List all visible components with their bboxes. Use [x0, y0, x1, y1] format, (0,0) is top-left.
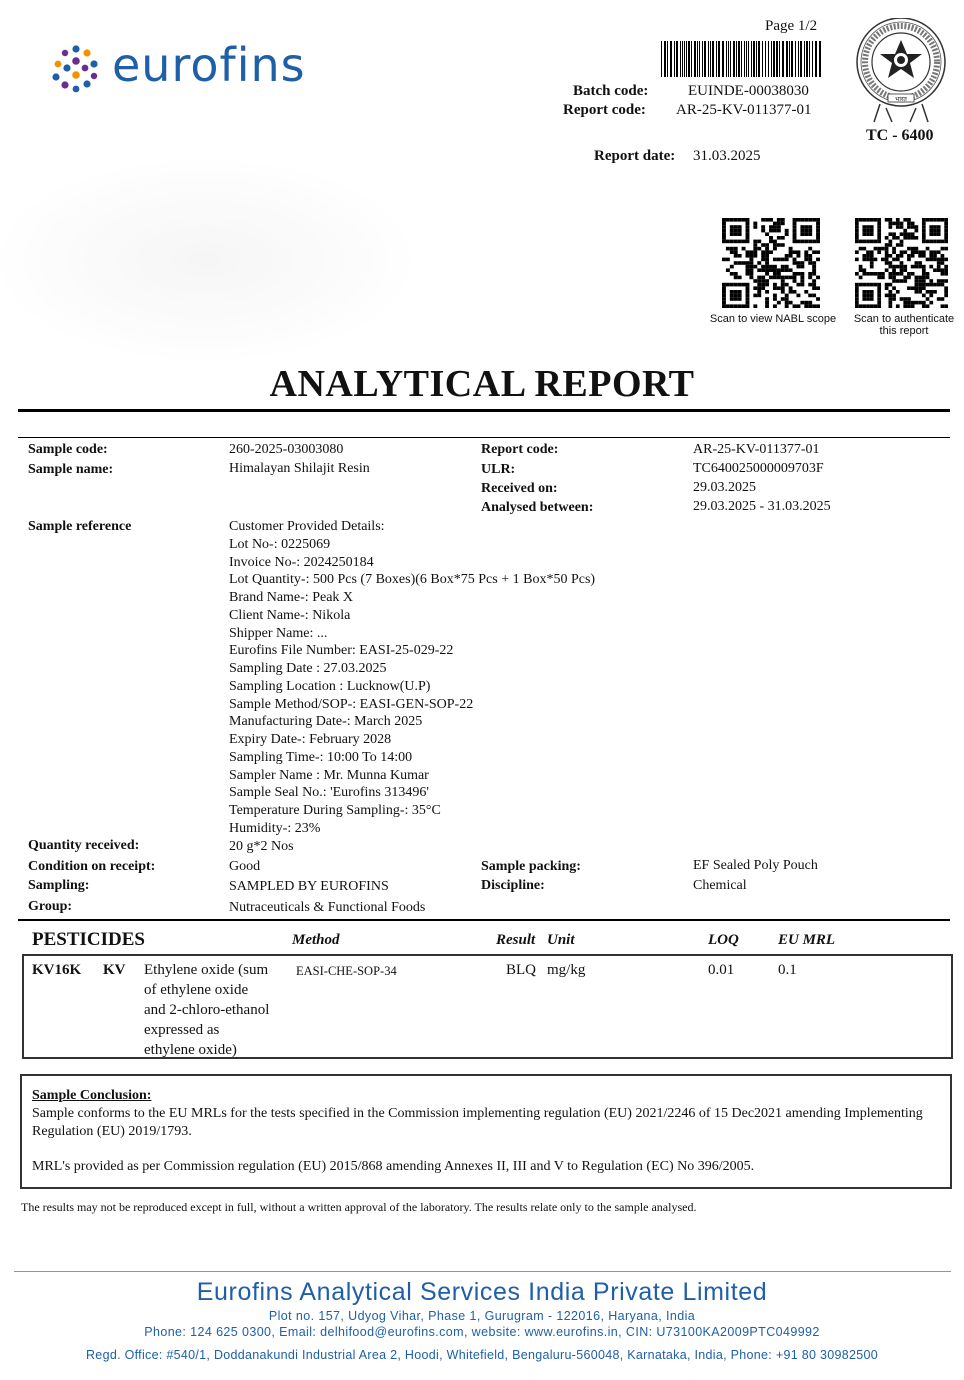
sample-code-label: Sample code:	[28, 442, 108, 457]
footer-registered-office: Regd. Office: #540/1, Doddanakundi Industrial Area 2, Hoodi, Whitefield, Bengaluru-560048, Karnataka, India, Phone: +91 80 30982500	[85, 1348, 879, 1362]
barcode	[661, 41, 823, 77]
authenticate-qr-code[interactable]	[855, 218, 948, 308]
reference-line: Temperature During Sampling-: 35°C	[229, 803, 441, 818]
tc-number: TC - 6400	[866, 127, 934, 144]
unit-value: mg/kg	[547, 962, 586, 978]
report-code-label: Report code:	[563, 102, 646, 118]
footer-address: Plot no. 157, Udyog Vihar, Phase 1, Gurugram - 122016, Haryana, India	[268, 1309, 696, 1323]
reference-line: Client Name-: Nikola	[229, 607, 351, 623]
sample-code-value: 260-2025-03003080	[229, 442, 344, 457]
condition-label: Condition on receipt:	[28, 859, 156, 874]
analysed-value: 29.03.2025 - 31.03.2025	[693, 499, 831, 514]
report-date-value: 31.03.2025	[693, 148, 761, 164]
sample-name-label: Sample name:	[28, 462, 114, 477]
reference-line: Brand Name-: Peak X	[229, 590, 354, 605]
info-report-code-value: AR-25-KV-011377-01	[693, 442, 820, 457]
reference-line: Sampling Time-: 10:00 To 14:00	[229, 749, 413, 765]
conclusion-heading: Sample Conclusion:	[32, 1088, 152, 1103]
ulr-label: ULR:	[481, 462, 516, 477]
info-top-divider	[18, 437, 950, 438]
nabl-seal-icon	[852, 18, 950, 124]
footer-contact: Phone: 124 625 0300, Email: delhifood@eurofins.com, website: www.eurofins.in, CIN: U73100KA2009PTC049992	[144, 1325, 820, 1339]
pesticides-heading: PESTICIDES	[32, 929, 145, 950]
analysed-label: Analysed between:	[481, 500, 594, 515]
qr2-caption-line2: this report	[879, 325, 929, 337]
method-value: EASI-CHE-SOP-34	[296, 964, 397, 978]
info-report-code-label: Report code:	[481, 442, 559, 457]
test-code: KV16K	[32, 962, 82, 978]
footer-divider	[14, 1271, 951, 1272]
quantity-received-label: Quantity received:	[28, 838, 140, 853]
sample-name-value: Himalayan Shilajit Resin	[229, 461, 370, 476]
parameter-line: and 2-chloro-ethanol	[144, 1002, 270, 1018]
discipline-value: Chemical	[693, 878, 747, 893]
redacted-area	[0, 160, 410, 360]
report-date-label: Report date:	[594, 148, 676, 164]
reference-line: Humidity-: 23%	[229, 820, 321, 836]
parameter-line: of ethylene oxide	[144, 982, 249, 998]
received-label: Received on:	[481, 481, 558, 496]
sampling-value: SAMPLED BY EUROFINS	[229, 879, 389, 894]
sample-reference-label: Sample reference	[28, 519, 132, 534]
received-value: 29.03.2025	[693, 480, 756, 495]
conclusion-paragraph-2: MRL's provided as per Commission regulation (EU) 2015/868 amending Annexes II, III and V to Regulation (EC) No 396/2005.	[32, 1159, 755, 1174]
title-divider	[18, 409, 950, 412]
eurofins-logo-icon	[50, 44, 102, 94]
reference-line: Lot No-: 0225069	[229, 536, 331, 552]
reference-line: Sample Method/SOP-: EASI-GEN-SOP-22	[229, 696, 474, 712]
reference-line: Sampler Name : Mr. Munna Kumar	[229, 767, 429, 783]
unit-header: Unit	[547, 932, 575, 948]
quantity-received-value: 20 g*2 Nos	[229, 839, 294, 854]
sample-packing-value: EF Sealed Poly Pouch	[693, 858, 818, 873]
footer-company-name: Eurofins Analytical Services India Private Limited	[196, 1278, 768, 1306]
result-header: Result	[496, 932, 536, 948]
reference-line: Sampling Location : Lucknow(U.P)	[229, 678, 431, 694]
parameter-line: Ethylene oxide (sum	[144, 962, 269, 978]
reference-line: Invoice No-: 2024250184	[229, 554, 374, 570]
parameter-name	[144, 960, 269, 1060]
report-title: ANALYTICAL REPORT	[269, 363, 695, 405]
eu-mrl-value: 0.1	[778, 962, 797, 978]
group-value: Nutraceuticals & Functional Foods	[229, 900, 426, 915]
method-header: Method	[292, 932, 340, 948]
nabl-scope-qr-code[interactable]	[722, 218, 820, 308]
reference-line: Lot Quantity-: 500 Pcs (7 Boxes)(6 Box*75 Pcs + 1 Box*50 Pcs)	[229, 572, 596, 588]
discipline-label: Discipline:	[481, 878, 545, 893]
parameter-line: expressed as	[144, 1022, 220, 1038]
reference-line: Customer Provided Details:	[229, 519, 385, 534]
eurofins-wordmark: eurofins	[112, 38, 306, 92]
sampling-label: Sampling:	[28, 878, 90, 893]
reference-line: Shipper Name: ...	[229, 625, 328, 641]
seal-text: भारत	[895, 96, 907, 103]
condition-value: Good	[229, 859, 261, 874]
result-value: BLQ	[506, 962, 536, 978]
qr1-caption: Scan to view NABL scope	[709, 313, 837, 325]
ulr-value: TC640025000009703F	[693, 461, 824, 476]
batch-code-label: Batch code:	[573, 83, 649, 99]
sample-packing-label: Sample packing:	[481, 859, 581, 874]
qr2-caption	[848, 313, 960, 337]
disclaimer: The results may not be reproduced except in full, without a written approval of the laboratory. The results relate only to the sample analysed.	[21, 1200, 697, 1214]
lab-code: KV	[103, 962, 126, 978]
group-label: Group:	[28, 899, 73, 914]
loq-value: 0.01	[708, 962, 735, 978]
reference-line: Expiry Date-: February 2028	[229, 732, 392, 747]
batch-code-value: EUINDE-00038030	[688, 83, 809, 99]
report-code-value: AR-25-KV-011377-01	[676, 102, 812, 118]
reference-line: Sampling Date : 27.03.2025	[229, 661, 387, 676]
parameter-line: ethylene oxide)	[144, 1042, 237, 1058]
reference-line: Eurofins File Number: EASI-25-029-22	[229, 643, 454, 659]
conclusion-paragraph-1: Sample conforms to the EU MRLs for the tests specified in the Commission implementing regulation (EU) 2021/2246 of 15 Dec2021 amending Implementing Regulation (EU) 2019/1793.	[32, 1106, 923, 1139]
reference-line: Sample Seal No.: 'Eurofins 313496'	[229, 785, 429, 801]
loq-header: LOQ	[708, 932, 739, 948]
eu-mrl-header: EU MRL	[778, 932, 836, 948]
sample-reference-list	[229, 518, 595, 838]
qr2-caption-line1: Scan to authenticate	[853, 313, 955, 325]
reference-line: Manufacturing Date-: March 2025	[229, 714, 423, 730]
page-number: Page 1/2	[765, 18, 818, 34]
info-bottom-divider	[18, 919, 950, 921]
